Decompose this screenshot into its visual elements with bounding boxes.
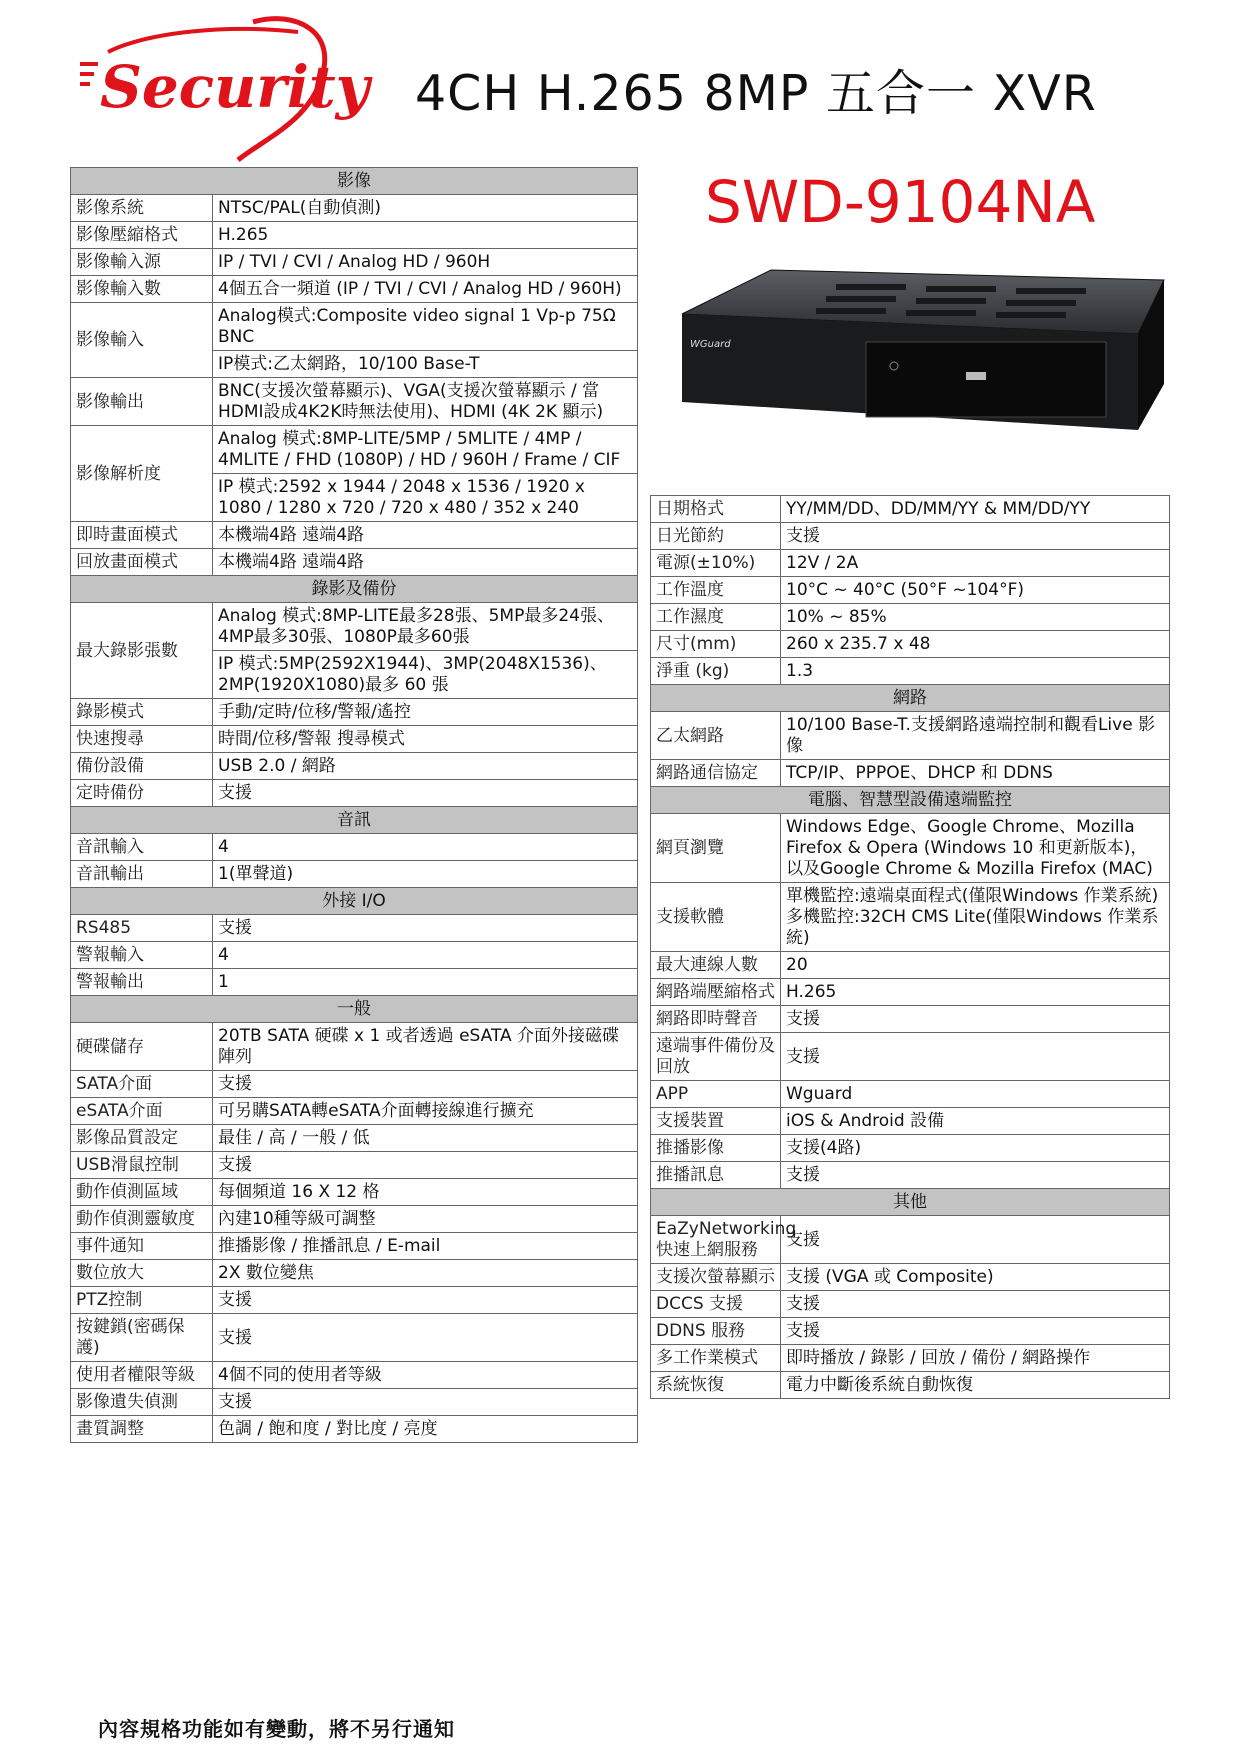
spec-row xyxy=(651,883,1170,952)
spec-label: 網路通信協定 xyxy=(651,760,781,787)
spec-value: 10/100 Base-T.支援網路遠端控制和觀看Live 影像 xyxy=(781,712,1170,760)
spec-value: 支援(4路) xyxy=(781,1135,1170,1162)
spec-value: 最佳 / 高 / 一般 / 低 xyxy=(213,1125,638,1152)
spec-label: 音訊輸入 xyxy=(71,834,213,861)
section-header-row xyxy=(71,168,638,195)
spec-row xyxy=(71,1071,638,1098)
section-header-row xyxy=(71,576,638,603)
spec-label: 網路端壓縮格式 xyxy=(651,979,781,1006)
spec-label: 錄影模式 xyxy=(71,699,213,726)
section-title: 外接 I/O xyxy=(71,888,638,915)
spec-row xyxy=(71,1179,638,1206)
section-title: 網路 xyxy=(651,685,1170,712)
spec-value: 可另購SATA轉eSATA介面轉接線進行擴充 xyxy=(213,1098,638,1125)
spec-row xyxy=(71,222,638,249)
spec-value: IP模式:乙太網路，10/100 Base-T xyxy=(213,351,638,378)
spec-value: 支援 xyxy=(213,780,638,807)
spec-row xyxy=(651,1162,1170,1189)
spec-row xyxy=(651,1345,1170,1372)
spec-row xyxy=(651,1264,1170,1291)
spec-label: 動作偵測靈敏度 xyxy=(71,1206,213,1233)
spec-value: 20TB SATA 硬碟 x 1 或者透過 eSATA 介面外接磁碟陣列 xyxy=(213,1023,638,1071)
spec-row xyxy=(71,1233,638,1260)
spec-row xyxy=(651,658,1170,685)
spec-label: 乙太網路 xyxy=(651,712,781,760)
spec-label: 電源(±10%) xyxy=(651,550,781,577)
spec-value: 支援 xyxy=(213,1071,638,1098)
spec-row xyxy=(71,522,638,549)
spec-value: Windows Edge、Google Chrome、Mozilla Firefox & Opera (Windows 10 和更新版本)，以及Google Chrome & Mozilla Firefox (MAC) xyxy=(781,814,1170,883)
spec-label: 警報輸入 xyxy=(71,942,213,969)
section-title: 錄影及備份 xyxy=(71,576,638,603)
spec-row xyxy=(651,577,1170,604)
spec-value: 推播影像 / 推播訊息 / E-mail xyxy=(213,1233,638,1260)
spec-value: 支援 xyxy=(781,1216,1170,1264)
spec-table-left xyxy=(70,167,638,1443)
spec-row xyxy=(651,1033,1170,1081)
spec-label: 音訊輸出 xyxy=(71,861,213,888)
spec-row xyxy=(651,604,1170,631)
spec-label: RS485 xyxy=(71,915,213,942)
spec-row xyxy=(651,1108,1170,1135)
spec-label: 最大錄影張數 xyxy=(71,603,213,699)
spec-row xyxy=(71,942,638,969)
spec-value: IP 模式:2592 x 1944 / 2048 x 1536 / 1920 x 1080 / 1280 x 720 / 720 x 480 / 352 x 240 xyxy=(213,474,638,522)
spec-value: 260 x 235.7 x 48 xyxy=(781,631,1170,658)
spec-table-right xyxy=(650,495,1170,1399)
spec-label: 即時畫面模式 xyxy=(71,522,213,549)
spec-label: EaZyNetworking 快速上網服務 xyxy=(651,1216,781,1264)
spec-label: 工作溫度 xyxy=(651,577,781,604)
spec-label: 影像品質設定 xyxy=(71,1125,213,1152)
usb-port-icon xyxy=(966,372,986,380)
spec-value: IP / TVI / CVI / Analog HD / 960H xyxy=(213,249,638,276)
spec-row xyxy=(651,1216,1170,1264)
spec-label: 多工作業模式 xyxy=(651,1345,781,1372)
spec-label: 日期格式 xyxy=(651,496,781,523)
section-header-row xyxy=(71,996,638,1023)
spec-label: 支援軟體 xyxy=(651,883,781,952)
spec-value: 10°C ~ 40°C (50°F ~104°F) xyxy=(781,577,1170,604)
spec-row xyxy=(71,699,638,726)
spec-row xyxy=(71,1314,638,1362)
spec-value: 支援 xyxy=(781,1291,1170,1318)
spec-row xyxy=(651,979,1170,1006)
spec-label: 影像輸入數 xyxy=(71,276,213,303)
spec-label: 推播訊息 xyxy=(651,1162,781,1189)
spec-row xyxy=(71,1152,638,1179)
spec-value: USB 2.0 / 網路 xyxy=(213,753,638,780)
spec-value: YY/MM/DD、DD/MM/YY & MM/DD/YY xyxy=(781,496,1170,523)
spec-row xyxy=(71,1098,638,1125)
spec-value: 10% ~ 85% xyxy=(781,604,1170,631)
spec-row xyxy=(71,1206,638,1233)
spec-label: 推播影像 xyxy=(651,1135,781,1162)
spec-value: 支援 xyxy=(213,915,638,942)
spec-row xyxy=(71,969,638,996)
spec-label: 尺寸(mm) xyxy=(651,631,781,658)
spec-label: 日光節約 xyxy=(651,523,781,550)
footer-note: 內容規格功能如有變動，將不另行通知 xyxy=(98,1717,455,1741)
section-header-row xyxy=(651,787,1170,814)
spec-row xyxy=(71,753,638,780)
spec-value: 1 xyxy=(213,969,638,996)
spec-row xyxy=(71,276,638,303)
spec-label: SATA介面 xyxy=(71,1071,213,1098)
section-title: 其他 xyxy=(651,1189,1170,1216)
spec-value: 本機端4路 遠端4路 xyxy=(213,522,638,549)
spec-label: PTZ控制 xyxy=(71,1287,213,1314)
spec-row xyxy=(651,523,1170,550)
spec-row xyxy=(651,1318,1170,1345)
section-title: 音訊 xyxy=(71,807,638,834)
spec-label: 快速搜尋 xyxy=(71,726,213,753)
spec-label: 硬碟儲存 xyxy=(71,1023,213,1071)
section-header-row xyxy=(651,1189,1170,1216)
spec-row xyxy=(71,303,638,351)
spec-value: 支援 xyxy=(781,1006,1170,1033)
spec-label: APP xyxy=(651,1081,781,1108)
spec-row xyxy=(71,378,638,426)
spec-label: 使用者權限等級 xyxy=(71,1362,213,1389)
spec-label: USB滑鼠控制 xyxy=(71,1152,213,1179)
spec-value: Analog模式:Composite video signal 1 Vp-p 75Ω BNC xyxy=(213,303,638,351)
spec-label: 工作濕度 xyxy=(651,604,781,631)
spec-label: 系統恢復 xyxy=(651,1372,781,1399)
spec-value: 2X 數位變焦 xyxy=(213,1260,638,1287)
spec-row xyxy=(71,1362,638,1389)
spec-row xyxy=(71,834,638,861)
spec-value: H.265 xyxy=(781,979,1170,1006)
spec-row xyxy=(71,195,638,222)
model-number: SWD-9104NA xyxy=(705,168,1096,236)
spec-label: 支援次螢幕顯示 xyxy=(651,1264,781,1291)
spec-value: 本機端4路 遠端4路 xyxy=(213,549,638,576)
spec-label: 影像輸入 xyxy=(71,303,213,378)
spec-label: 影像解析度 xyxy=(71,426,213,522)
spec-value: 每個頻道 16 X 12 格 xyxy=(213,1179,638,1206)
spec-label: 數位放大 xyxy=(71,1260,213,1287)
spec-label: 警報輸出 xyxy=(71,969,213,996)
spec-value: H.265 xyxy=(213,222,638,249)
spec-value: 12V / 2A xyxy=(781,550,1170,577)
spec-row xyxy=(71,1260,638,1287)
spec-label: 影像壓縮格式 xyxy=(71,222,213,249)
spec-row xyxy=(651,1006,1170,1033)
spec-value: 電力中斷後系統自動恢復 xyxy=(781,1372,1170,1399)
spec-label: 網路即時聲音 xyxy=(651,1006,781,1033)
page-title: 4CH H.265 8MP 五合一 XVR xyxy=(415,65,1097,122)
device-brand-label: WGuard xyxy=(690,339,731,350)
spec-row xyxy=(651,1135,1170,1162)
section-title: 影像 xyxy=(71,168,638,195)
spec-row xyxy=(651,550,1170,577)
spec-row xyxy=(651,952,1170,979)
section-header-row xyxy=(651,685,1170,712)
spec-value: 色調 / 飽和度 / 對比度 / 亮度 xyxy=(213,1416,638,1443)
spec-label: DCCS 支援 xyxy=(651,1291,781,1318)
spec-value: IP 模式:5MP(2592X1944)、3MP(2048X1536)、2MP(1920X1080)最多 60 張 xyxy=(213,651,638,699)
spec-label: 按鍵鎖(密碼保護) xyxy=(71,1314,213,1362)
spec-value: Wguard xyxy=(781,1081,1170,1108)
spec-value: 20 xyxy=(781,952,1170,979)
spec-row xyxy=(71,603,638,651)
spec-value: 時間/位移/警報 搜尋模式 xyxy=(213,726,638,753)
spec-value: 4個五合一頻道 (IP / TVI / CVI / Analog HD / 960H) xyxy=(213,276,638,303)
spec-label: 遠端事件備份及回放 xyxy=(651,1033,781,1081)
spec-value: 即時播放 / 錄影 / 回放 / 備份 / 網路操作 xyxy=(781,1345,1170,1372)
spec-value: 4 xyxy=(213,942,638,969)
spec-row xyxy=(651,1081,1170,1108)
spec-label: 影像系統 xyxy=(71,195,213,222)
spec-value: Analog 模式:8MP-LITE/5MP / 5MLITE / 4MP / 4MLITE / FHD (1080P) / HD / 960H / Frame / CIF xyxy=(213,426,638,474)
spec-row xyxy=(71,726,638,753)
spec-row xyxy=(71,1023,638,1071)
spec-row xyxy=(71,1125,638,1152)
spec-value: 支援 xyxy=(781,1033,1170,1081)
section-header-row xyxy=(71,807,638,834)
spec-label: 網頁瀏覽 xyxy=(651,814,781,883)
spec-row xyxy=(71,1389,638,1416)
spec-value: iOS & Android 設備 xyxy=(781,1108,1170,1135)
spec-label: 影像遺失偵測 xyxy=(71,1389,213,1416)
spec-row xyxy=(651,1291,1170,1318)
spec-row xyxy=(71,915,638,942)
spec-label: 事件通知 xyxy=(71,1233,213,1260)
section-header-row xyxy=(71,888,638,915)
spec-label: 支援裝置 xyxy=(651,1108,781,1135)
spec-value: BNC(支援次螢幕顯示)、VGA(支援次螢幕顯示 / 當HDMI設成4K2K時無法使用)、HDMI (4K 2K 顯示) xyxy=(213,378,638,426)
spec-label: 定時備份 xyxy=(71,780,213,807)
spec-value: 1(單聲道) xyxy=(213,861,638,888)
spec-label: 淨重 (kg) xyxy=(651,658,781,685)
spec-row xyxy=(71,1416,638,1443)
spec-value: 支援 xyxy=(213,1389,638,1416)
spec-value: Analog 模式:8MP-LITE最多28張、5MP最多24張、4MP最多30張、1080P最多60張 xyxy=(213,603,638,651)
spec-value: 1.3 xyxy=(781,658,1170,685)
spec-label: 影像輸入源 xyxy=(71,249,213,276)
spec-value: 內建10種等級可調整 xyxy=(213,1206,638,1233)
spec-value: 手動/定時/位移/警報/遙控 xyxy=(213,699,638,726)
spec-value: 支援 xyxy=(213,1152,638,1179)
spec-row xyxy=(651,496,1170,523)
spec-value: 支援 xyxy=(781,1318,1170,1345)
spec-row xyxy=(651,1372,1170,1399)
spec-label: 備份設備 xyxy=(71,753,213,780)
spec-value: 支援 xyxy=(213,1287,638,1314)
spec-row xyxy=(71,1287,638,1314)
spec-label: 影像輸出 xyxy=(71,378,213,426)
spec-label: 動作偵測區域 xyxy=(71,1179,213,1206)
spec-value: 支援 (VGA 或 Composite) xyxy=(781,1264,1170,1291)
spec-label: 回放畫面模式 xyxy=(71,549,213,576)
section-title: 一般 xyxy=(71,996,638,1023)
spec-label: DDNS 服務 xyxy=(651,1318,781,1345)
spec-label: eSATA介面 xyxy=(71,1098,213,1125)
spec-row xyxy=(651,760,1170,787)
logo-wordmark: Security xyxy=(100,53,370,121)
xvr-device-image xyxy=(676,262,1166,452)
spec-value: NTSC/PAL(自動偵測) xyxy=(213,195,638,222)
spec-value: 4 xyxy=(213,834,638,861)
spec-row xyxy=(71,249,638,276)
security-logo xyxy=(78,12,370,162)
spec-row xyxy=(71,426,638,474)
spec-value: 支援 xyxy=(213,1314,638,1362)
spec-value: 4個不同的使用者等級 xyxy=(213,1362,638,1389)
spec-row xyxy=(651,814,1170,883)
spec-value: 支援 xyxy=(781,1162,1170,1189)
spec-value: 支援 xyxy=(781,523,1170,550)
spec-row xyxy=(651,631,1170,658)
spec-label: 最大連線人數 xyxy=(651,952,781,979)
spec-row xyxy=(651,712,1170,760)
section-title: 電腦、智慧型設備遠端監控 xyxy=(651,787,1170,814)
spec-label: 畫質調整 xyxy=(71,1416,213,1443)
spec-row xyxy=(71,780,638,807)
spec-value: 單機監控:遠端桌面程式(僅限Windows 作業系統) 多機監控:32CH CMS Lite(僅限Windows 作業系統) xyxy=(781,883,1170,952)
spec-value: TCP/IP、PPPOE、DHCP 和 DDNS xyxy=(781,760,1170,787)
spec-row xyxy=(71,549,638,576)
spec-row xyxy=(71,861,638,888)
